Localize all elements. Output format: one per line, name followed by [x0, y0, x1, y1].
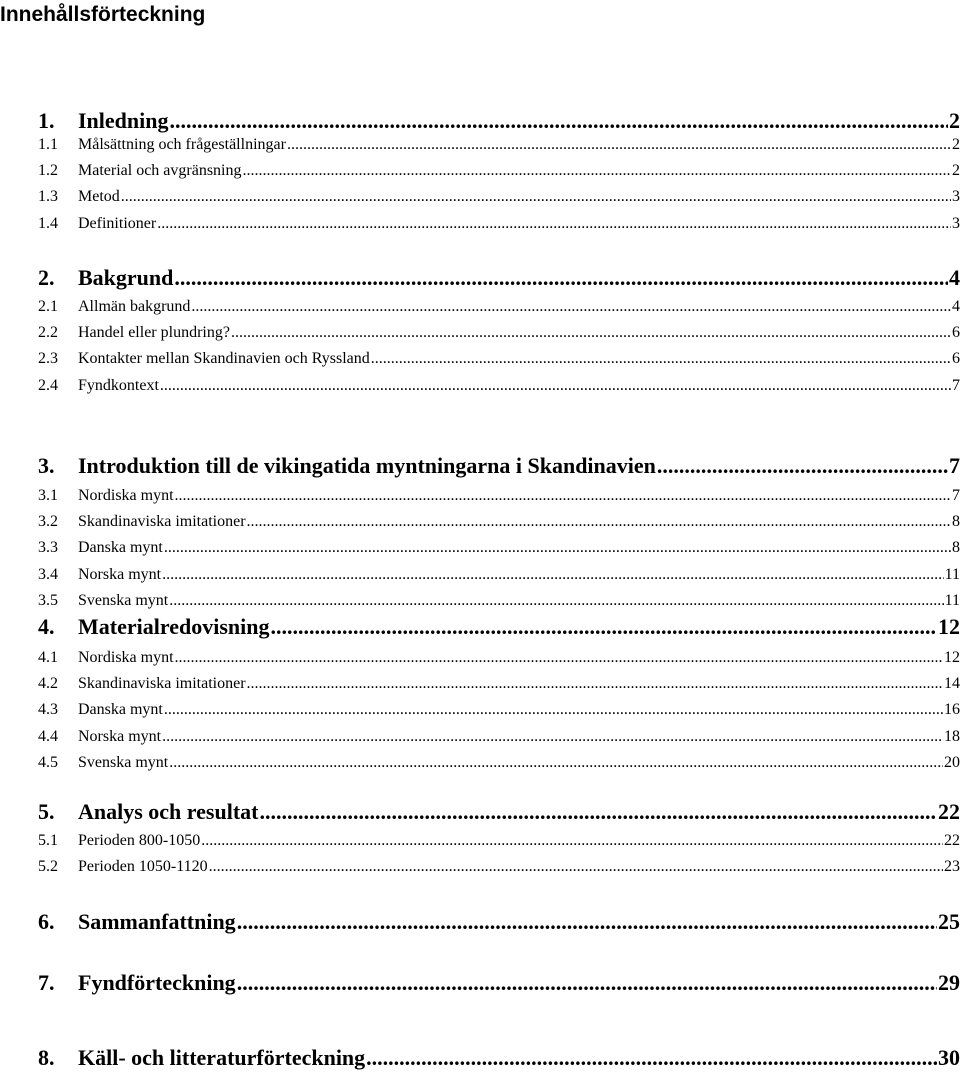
dot-leader: [231, 320, 951, 346]
toc-entry-number: 2.: [38, 265, 55, 290]
toc-entry-sub[interactable]: [38, 645, 960, 671]
toc-entry-title: Skandinaviska imitationer: [78, 675, 246, 693]
toc-entry-title: Allmän bakgrund: [78, 298, 191, 315]
toc-entry-title: Definitioner: [78, 214, 157, 232]
toc-entry-sub[interactable]: [38, 509, 960, 535]
toc-entry-title: Käll- och litteraturförteckning: [78, 1045, 366, 1070]
toc-entry-sub[interactable]: [38, 828, 960, 854]
dot-leader: [169, 750, 943, 776]
toc-entry-page-number: 3: [952, 214, 960, 232]
toc-entry-number: 2.4: [38, 376, 58, 394]
toc-entry-number: 4.: [38, 614, 55, 639]
toc-entry-page-number: 16: [944, 701, 960, 719]
toc-entry-title: Målsättning och frågeställningar: [78, 136, 286, 153]
toc-entry-sub[interactable]: [38, 158, 960, 184]
dot-leader: [201, 828, 943, 854]
toc-entry-page-number: 22: [938, 799, 960, 824]
toc-entry-main[interactable]: [38, 907, 960, 937]
toc-entry-title: Kontakter mellan Skandinavien och Ryssland: [78, 350, 370, 368]
toc-entry-page-number: 6: [952, 350, 960, 368]
dot-leader: [162, 724, 943, 750]
toc-entry-title: Analys och resultat: [78, 799, 259, 824]
toc-entry-number: 3.: [38, 453, 55, 478]
dot-leader: [160, 373, 951, 399]
dot-leader: [247, 671, 943, 697]
dot-leader: [164, 535, 951, 561]
toc-entry-number: 1.4: [38, 214, 58, 232]
toc-entry-number: 3.4: [38, 565, 58, 583]
toc-entry-number: 1.: [38, 108, 55, 133]
toc-entry-page-number: 30: [938, 1045, 960, 1070]
toc-entry-number: 4.5: [38, 753, 58, 771]
toc-entry-sub[interactable]: [38, 562, 960, 588]
toc-entry-title: Perioden 1050-1120: [78, 858, 208, 876]
toc-entry-title: Danska mynt: [78, 539, 163, 557]
toc-entry-main[interactable]: [38, 612, 960, 642]
dot-leader: [657, 451, 948, 481]
toc-entry-title: Norska mynt: [78, 565, 162, 583]
toc-heading: Innehållsförteckning: [0, 3, 206, 26]
toc-entry-page-number: 11: [944, 591, 960, 609]
toc-entry-number: 3.1: [38, 487, 58, 504]
toc-entry-page-number: 4: [949, 265, 960, 290]
toc-entry-page-number: 18: [944, 727, 960, 745]
toc-entry-main[interactable]: [38, 968, 960, 998]
toc-entry-page-number: 14: [944, 675, 960, 693]
toc-entry-title: Fyndförteckning: [78, 970, 236, 995]
toc-entry-page-number: 6: [952, 324, 960, 342]
toc-entry-number: 4.2: [38, 675, 58, 693]
dot-leader: [174, 263, 948, 293]
toc-entry-page-number: 2: [949, 108, 960, 133]
toc-entry-number: 2.1: [38, 298, 58, 315]
toc-entry-number: 3.3: [38, 539, 58, 557]
dot-leader: [164, 697, 943, 723]
toc-entry-main[interactable]: [38, 797, 960, 827]
toc-entry-sub[interactable]: [38, 854, 960, 880]
toc-entry-number: 3.5: [38, 591, 58, 609]
toc-entry-sub[interactable]: [38, 588, 960, 614]
dot-leader: [191, 294, 951, 320]
dot-leader: [260, 797, 938, 827]
toc-entry-sub[interactable]: [38, 211, 960, 237]
toc-entry-title: Skandinaviska imitationer: [78, 513, 246, 531]
toc-entry-page-number: 11: [944, 565, 960, 583]
dot-leader: [287, 132, 951, 158]
toc-entry-page-number: 4: [952, 298, 960, 315]
toc-entry-number: 5.2: [38, 858, 58, 876]
toc-entry-title: Svenska mynt: [78, 591, 169, 609]
dot-leader: [366, 1043, 937, 1073]
toc-entry-number: 1.1: [38, 136, 58, 153]
dot-leader: [371, 346, 951, 372]
toc-entry-title: Svenska mynt: [78, 753, 169, 771]
toc-entry-number: 1.2: [38, 162, 58, 180]
toc-entry-number: 3.2: [38, 513, 58, 531]
toc-entry-sub[interactable]: [38, 373, 960, 399]
toc-entry-title: Perioden 800-1050: [78, 832, 201, 849]
toc-entry-title: Nordiska mynt: [78, 487, 174, 504]
toc-entry-page-number: 8: [952, 513, 960, 531]
dot-leader: [243, 158, 952, 184]
toc-entry-page-number: 20: [944, 753, 960, 771]
toc-entry-title: Inledning: [78, 108, 169, 133]
toc-entry-sub[interactable]: [38, 294, 960, 320]
toc-entry-page-number: 7: [952, 487, 960, 504]
dot-leader: [247, 509, 951, 535]
toc-entry-title: Handel eller plundring?: [78, 324, 230, 342]
toc-entry-number: 5.: [38, 799, 55, 824]
toc-entry-title: Fyndkontext: [78, 376, 159, 394]
toc-entry-number: 7.: [38, 970, 55, 995]
toc-entry-sub[interactable]: [38, 724, 960, 750]
toc-entry-page-number: 22: [944, 832, 960, 849]
dot-leader: [237, 907, 937, 937]
toc-entry-number: 4.3: [38, 701, 58, 719]
toc-entry-main[interactable]: [38, 1043, 960, 1073]
toc-entry-number: 1.3: [38, 188, 58, 206]
toc-entry-number: 5.1: [38, 832, 58, 849]
toc-entry-title: Materialredovisning: [78, 614, 270, 639]
toc-entry-page-number: 29: [938, 970, 960, 995]
toc-entry-page-number: 25: [938, 909, 960, 934]
toc-entry-number: 2.2: [38, 324, 58, 342]
toc-entry-sub[interactable]: [38, 320, 960, 346]
dot-leader: [237, 968, 937, 998]
toc-entry-number: 6.: [38, 909, 55, 934]
toc-entry-sub[interactable]: [38, 697, 960, 723]
toc-entry-title: Sammanfattning: [78, 909, 236, 934]
toc-entry-number: 4.4: [38, 727, 58, 745]
toc-entry-number: 2.3: [38, 350, 58, 368]
toc-entry-page-number: 7: [949, 453, 960, 478]
toc-entry-sub[interactable]: [38, 346, 960, 372]
toc-entry-page-number: 23: [944, 858, 960, 876]
toc-entry-number: 8.: [38, 1045, 55, 1070]
toc-entry-page-number: 2: [952, 162, 960, 180]
toc-entry-page-number: 2: [952, 136, 960, 153]
toc-entry-title: Metod: [78, 188, 120, 206]
dot-leader: [175, 645, 943, 671]
toc-entry-page-number: 8: [952, 539, 960, 557]
dot-leader: [209, 854, 943, 880]
toc-entry-sub[interactable]: [38, 483, 960, 509]
toc-entry-sub[interactable]: [38, 671, 960, 697]
toc-entry-number: 4.1: [38, 649, 58, 666]
dot-leader: [157, 211, 951, 237]
toc-entry-title: Nordiska mynt: [78, 649, 174, 666]
toc-entry-title: Material och avgränsning: [78, 162, 242, 180]
toc-entry-sub[interactable]: [38, 535, 960, 561]
toc-entry-title: Bakgrund: [78, 265, 174, 290]
toc-entry-page-number: 7: [952, 376, 960, 394]
toc-entry-page-number: 12: [938, 614, 960, 639]
dot-leader: [121, 184, 951, 210]
toc-entry-page-number: 3: [952, 188, 960, 206]
dot-leader: [175, 483, 951, 509]
toc-entry-title: Introduktion till de vikingatida myntningarna i Skandinavien: [78, 453, 656, 478]
toc-entry-sub[interactable]: [38, 750, 960, 776]
toc-entry-sub[interactable]: [38, 132, 960, 158]
dot-leader: [270, 612, 937, 642]
toc-entry-title: Danska mynt: [78, 701, 163, 719]
toc-entry-main[interactable]: [38, 263, 960, 293]
toc-entry-sub[interactable]: [38, 184, 960, 210]
toc-entry-main[interactable]: [38, 451, 960, 481]
dot-leader: [162, 562, 943, 588]
toc-entry-page-number: 12: [944, 649, 960, 666]
toc-entry-title: Norska mynt: [78, 727, 162, 745]
dot-leader: [169, 588, 943, 614]
